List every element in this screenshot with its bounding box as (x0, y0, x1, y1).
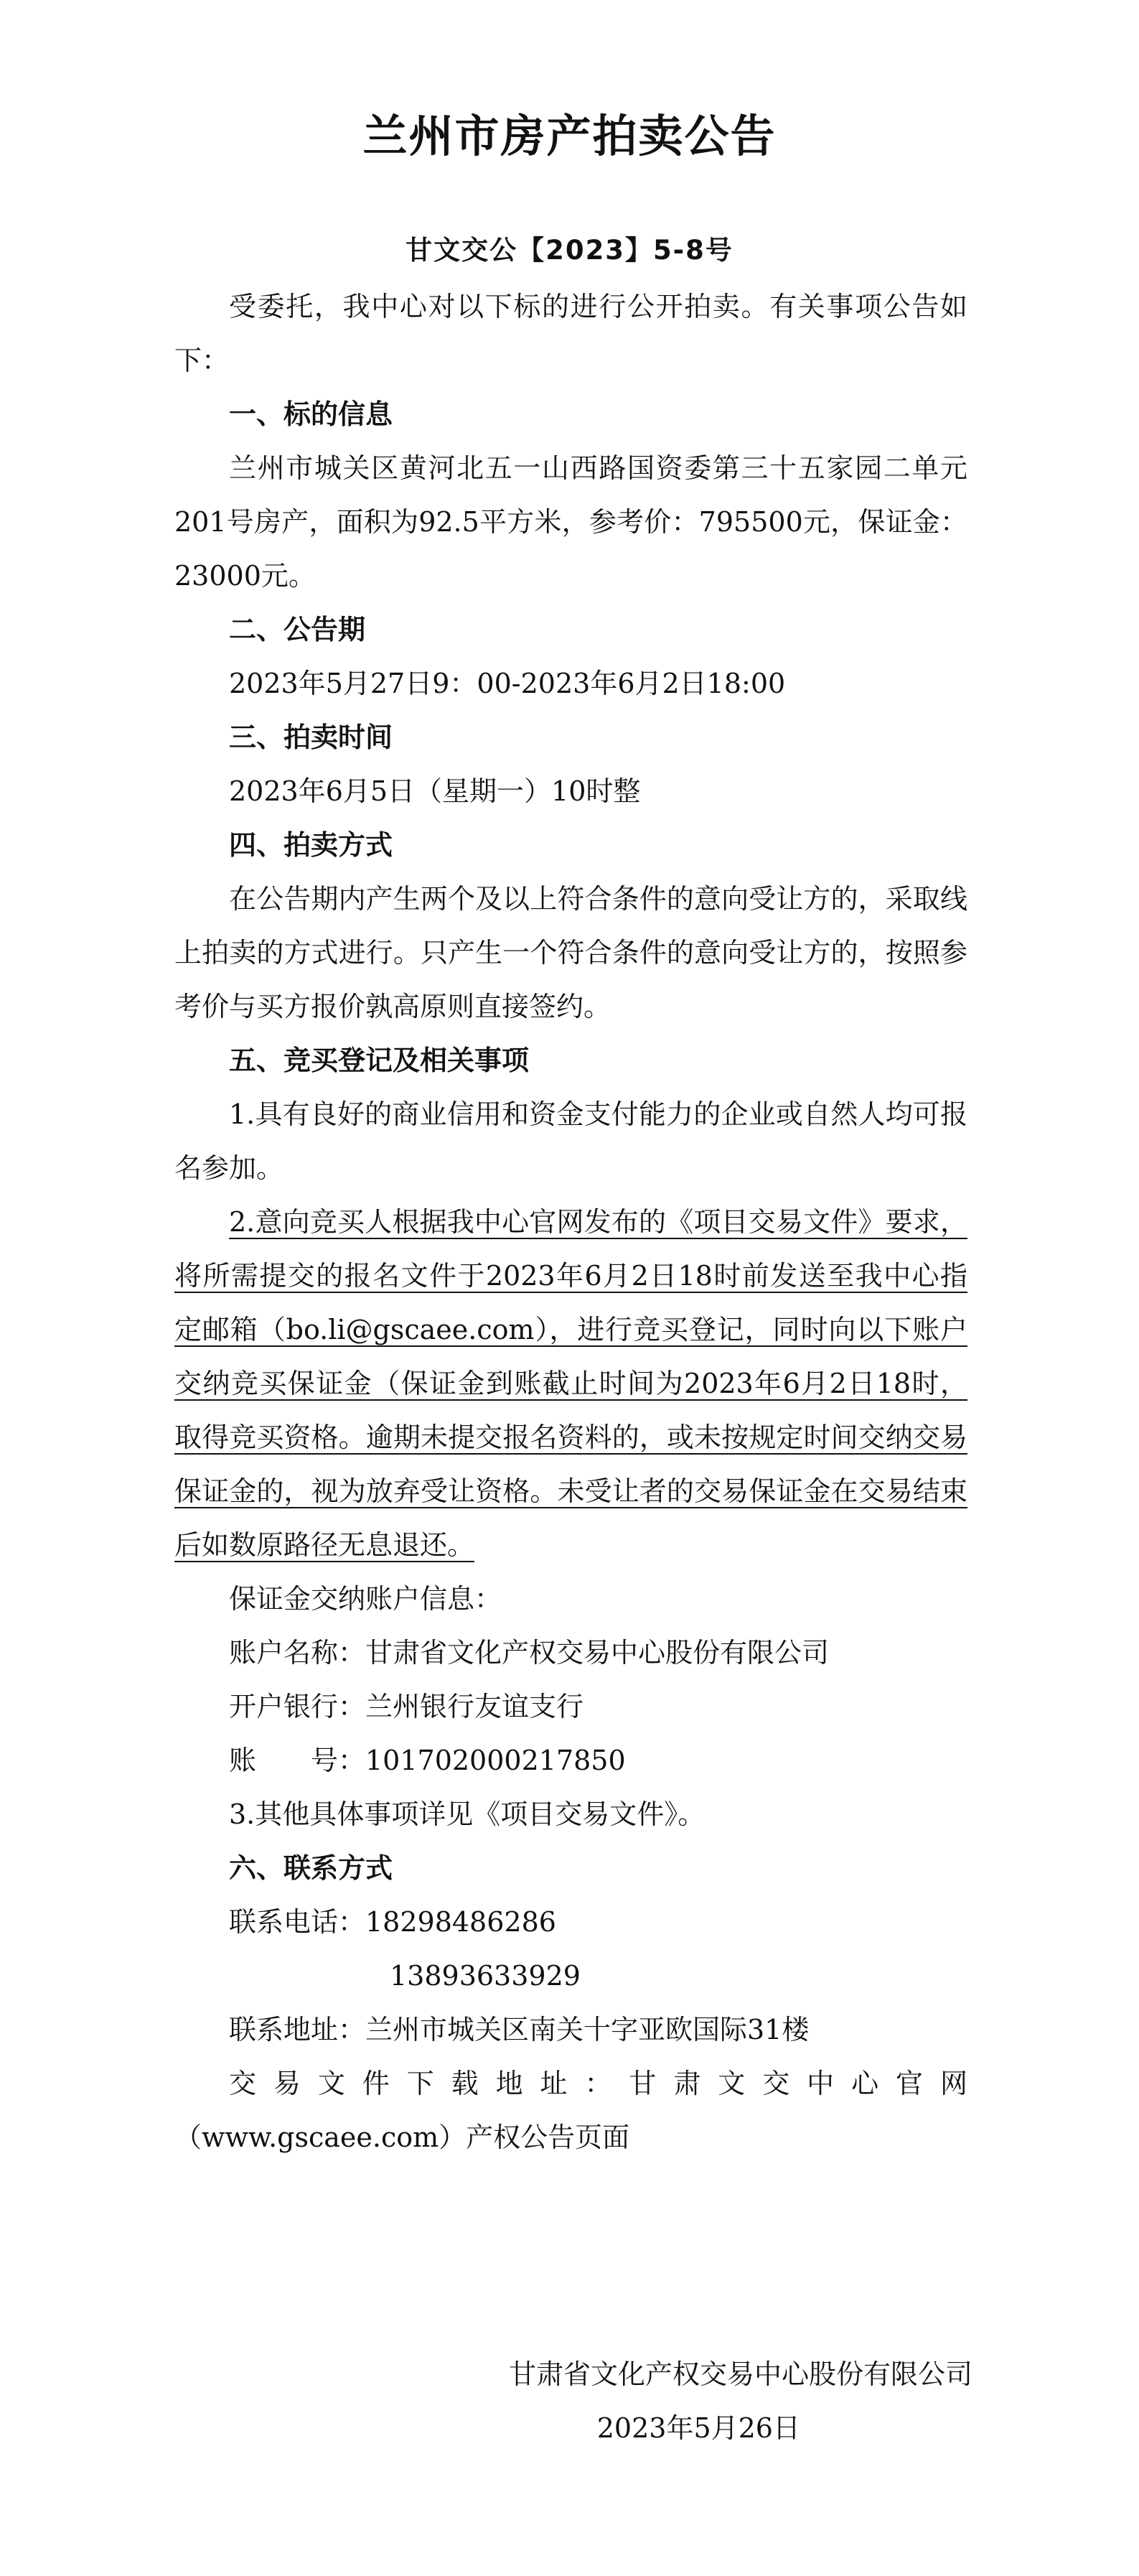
contact-phone-1: 联系电话：18298486286 (229, 1906, 556, 1938)
account-name: 账户名称：甘肃省文化产权交易中心股份有限公司 (229, 1637, 830, 1669)
section-heading-auction-time: 三、拍卖时间 (229, 722, 393, 753)
document-title: 兰州市房产拍卖公告 (362, 110, 777, 162)
contact-phone-2: 13893633929 (390, 1960, 581, 1992)
account-number: 账 号：101702000217850 (229, 1745, 626, 1776)
auction-method-text: 在公告期内产生两个及以上符合条件的意向受让方的，采取线上拍卖的方式进行。只产生一个符合条件的意向受让方的，按照参考价与买方报价孰高原则直接签约。 (174, 883, 967, 1022)
section-heading-registration: 五、竞买登记及相关事项 (229, 1045, 530, 1076)
download-address-line-2: （www.gscaee.com）产权公告页面 (174, 2122, 630, 2153)
section-heading-notice-period: 二、公告期 (229, 614, 366, 645)
section-heading-subject-info: 一、标的信息 (229, 398, 393, 430)
registration-item-1: 1.具有良好的商业信用和资金支付能力的企业或自然人均可报名参加。 (174, 1098, 967, 1184)
section-heading-contact: 六、联系方式 (229, 1852, 393, 1884)
intro-paragraph: 受委托，我中心对以下标的进行公开拍卖。有关事项公告如下： (174, 291, 967, 376)
account-bank: 开户银行：兰州银行友谊支行 (229, 1691, 584, 1722)
document-body (174, 280, 967, 2165)
registration-item-3: 3.其他具体事项详见《项目交易文件》。 (229, 1798, 706, 1830)
contact-address: 联系地址：兰州市城关区南关十字亚欧国际31楼 (229, 2014, 810, 2045)
signature-block (509, 2348, 972, 2455)
signature-date: 2023年5月26日 (596, 2412, 800, 2444)
section-heading-auction-method: 四、拍卖方式 (229, 829, 393, 861)
subject-info-text: 兰州市城关区黄河北五一山西路国资委第三十五家园二单元201号房产，面积为92.5平方米，参考价：795500元，保证金：23000元。 (174, 452, 967, 592)
registration-item-2-text: 2.意向竞买人根据我中心官网发布的《项目交易文件》要求，将所需提交的报名文件于2023年6月2日18时前发送至我中心指定邮箱（bo.li@gscaee.com），进行竞买登记，同时向以下账户交纳竞买保证金（保证金到账截止时间为2023年6月2日18时，取得竞买资格。逾期未提交报名资料的，或未按规定时间交纳交易保证金的，视为放弃受让资格。未受让者的交易保证金在交易结束后如数原路径无息退还。 (174, 1206, 967, 1561)
signature-organization: 甘肃省文化产权交易中心股份有限公司 (508, 2358, 972, 2390)
account-info-title: 保证金交纳账户信息： (229, 1583, 502, 1615)
download-address-line-1: 交易文件下载地址：甘肃文交中心官网 (229, 2068, 967, 2099)
document-number: 甘文交公【2023】5-8号 (406, 235, 733, 266)
registration-item-2 (174, 1195, 967, 1572)
auction-time-text: 2023年6月5日（星期一）10时整 (229, 775, 641, 807)
notice-period-text: 2023年5月27日9：00-2023年6月2日18:00 (229, 668, 786, 699)
